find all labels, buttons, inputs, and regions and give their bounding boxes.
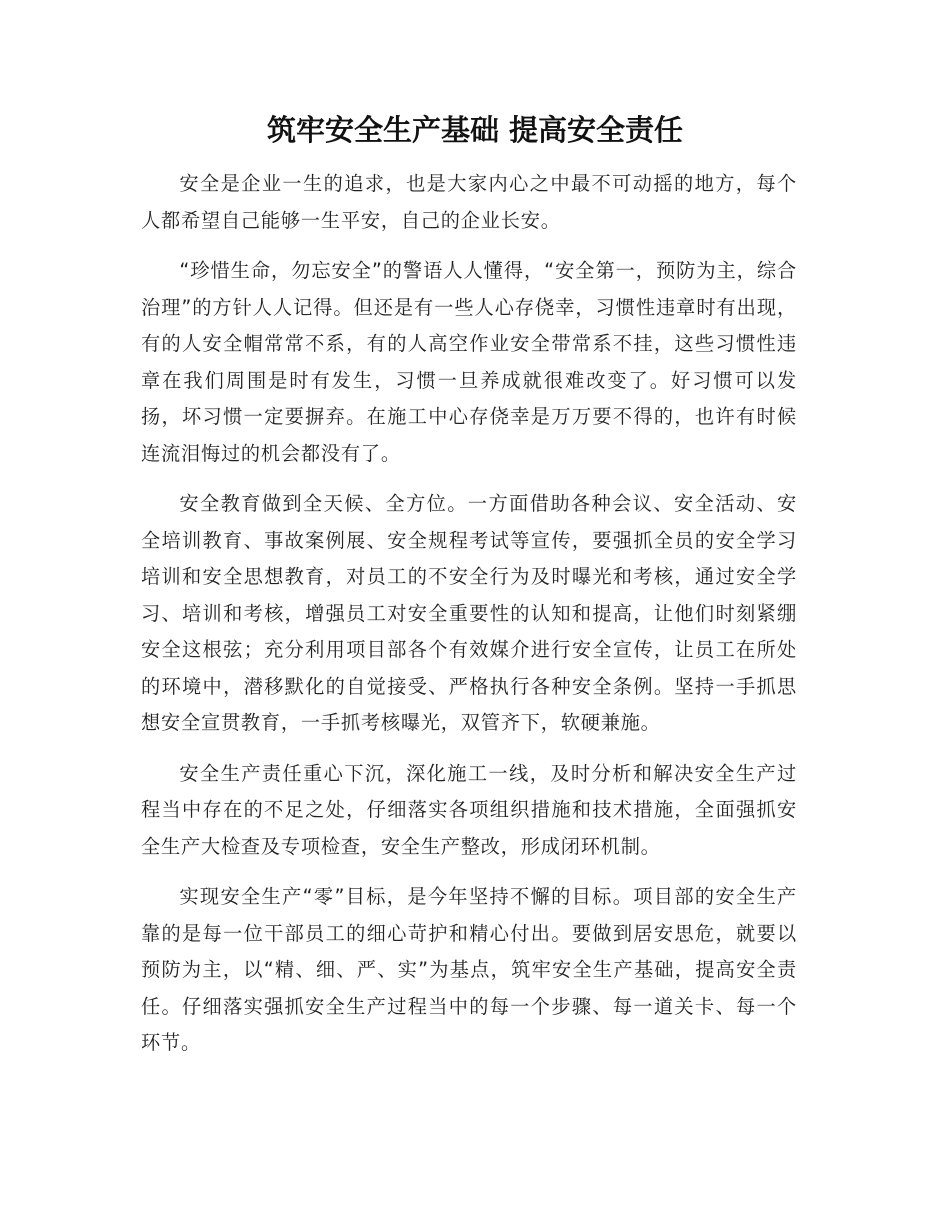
paragraph-4: 安全生产责任重心下沉，深化施工一线，及时分析和解决安全生产过程当中存在的不足之处，仔细落实各项组织措施和技术措施，全面强抓安全生产大检查及专项检查，安全生产整改，形成闭环机制。 <box>141 761 797 858</box>
paragraph-3: 安全教育做到全天候、全方位。一方面借助各种会议、安全活动、安全培训教育、事故案例展、安全规程考试等宣传，要强抓全员的安全学习培训和安全思想教育，对员工的不安全行为及时曝光和考核，通过安全学习、培训和考核，增强员工对安全重要性的认知和提高，让他们时刻紧绷安全这根弦；充分利用项目部各个有效媒介进行安全宣传，让员工在所处的环境中，潜移默化的自觉接受、严格执行各种安全条例。坚持一手抓思想安全宣贯教育，一手抓考核曝光，双管齐下，软硬兼施。 <box>141 492 797 734</box>
document-body <box>141 166 797 1062</box>
paragraph-2: “珍惜生命，勿忘安全”的警语人人懂得，“安全第一，预防为主，综合治理”的方针人人记得。但还是有一些人心存侥幸，习惯性违章时有出现，有的人安全帽常常不系，有的人高空作业安全带常系不挂，这些习惯性违章在我们周围是时有发生，习惯一旦养成就很难改变了。好习惯可以发扬，坏习惯一定要摒弃。在施工中心存侥幸是万万要不得的，也许有时候连流泪悔过的机会都没有了。 <box>141 259 797 465</box>
paragraph-5: 实现安全生产“零”目标，是今年坚持不懈的目标。项目部的安全生产靠的是每一位干部员工的细心苛护和精心付出。要做到居安思危，就要以预防为主，以“精、细、严、实”为基点，筑牢安全生产基础，提高安全责任。仔细落实强抓安全生产过程当中的每一个步骤、每一道关卡、每一个环节。 <box>141 885 797 1054</box>
paragraph-1: 安全是企业一生的追求，也是大家内心之中最不可动摇的地方，每个人都希望自己能够一生平安，自己的企业长安。 <box>141 172 797 232</box>
document-title: 筑牢安全生产基础 提高安全责任 <box>266 113 684 147</box>
